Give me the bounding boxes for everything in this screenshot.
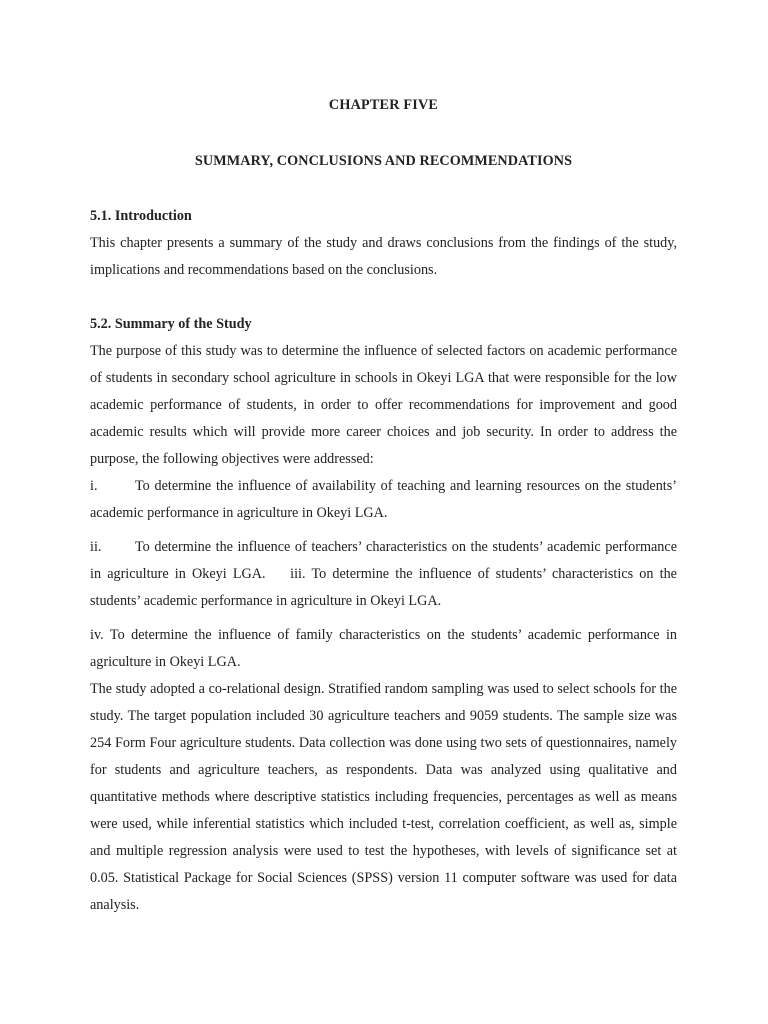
objective-number: ii. <box>90 539 102 555</box>
document-page <box>90 84 677 919</box>
objective-item-2-3 <box>90 534 677 615</box>
objective-text: To determine the influence of family characteristics on the students’ academic performance in agriculture in Okeyi LGA. <box>90 627 678 670</box>
chapter-subtitle: SUMMARY, CONCLUSIONS AND RECOMMENDATIONS <box>194 153 573 169</box>
objective-text: To determine the influence of students’ characteristics on the students’ academic performance in agriculture in Okeyi LGA. <box>90 566 677 609</box>
objective-number: i. <box>90 478 98 494</box>
objective-number: iii. <box>290 566 306 582</box>
chapter-title: CHAPTER FIVE <box>328 97 439 113</box>
section-heading-introduction: 5.1. Introduction <box>90 208 192 224</box>
objective-text: To determine the influence of availability of teaching and learning resources on the students’ academic performance in agriculture in Okeyi LGA. <box>90 478 677 521</box>
objective-number: iv. <box>90 627 104 643</box>
introduction-paragraph: This chapter presents a summary of the study and draws conclusions from the findings of the study, implications and recommendations based on the conclusions. <box>90 235 677 278</box>
section-heading-summary: 5.2. Summary of the Study <box>90 316 252 332</box>
methods-paragraph: The study adopted a co-relational design. Stratified random sampling was used to select schools for the study. The target population included 30 agriculture teachers and 9059 students. The sample size was 254 Form Four agriculture students. Data collection was done using two sets of questionnaires, namely for students and agriculture teachers, as respondents. Data was analyzed using qualitative and quantitative methods where descriptive statistics including frequencies, percentages as well as means were used, while inferential statistics which included t-test, correlation coefficient, as well as, simple and multiple regression analysis were used to test the hypotheses, with levels of significance set at 0.05. Statistical Package for Social Sciences (SPSS) version 11 computer software was used for data analysis. <box>90 681 677 913</box>
purpose-paragraph: The purpose of this study was to determine the influence of selected factors on academic performance of students in secondary school agriculture in schools in Okeyi LGA that were responsible for the low academic performance of students, in order to offer recommendations for improvement and good academic results which will provide more career choices and job security. In order to address the purpose, the following objectives were addressed: <box>90 343 677 467</box>
objective-item-1 <box>90 473 677 527</box>
objective-text: To determine the influence of teachers’ characteristics on the students’ academic performance in agriculture in Okeyi LGA. <box>90 539 677 582</box>
objective-item-4 <box>90 622 677 676</box>
